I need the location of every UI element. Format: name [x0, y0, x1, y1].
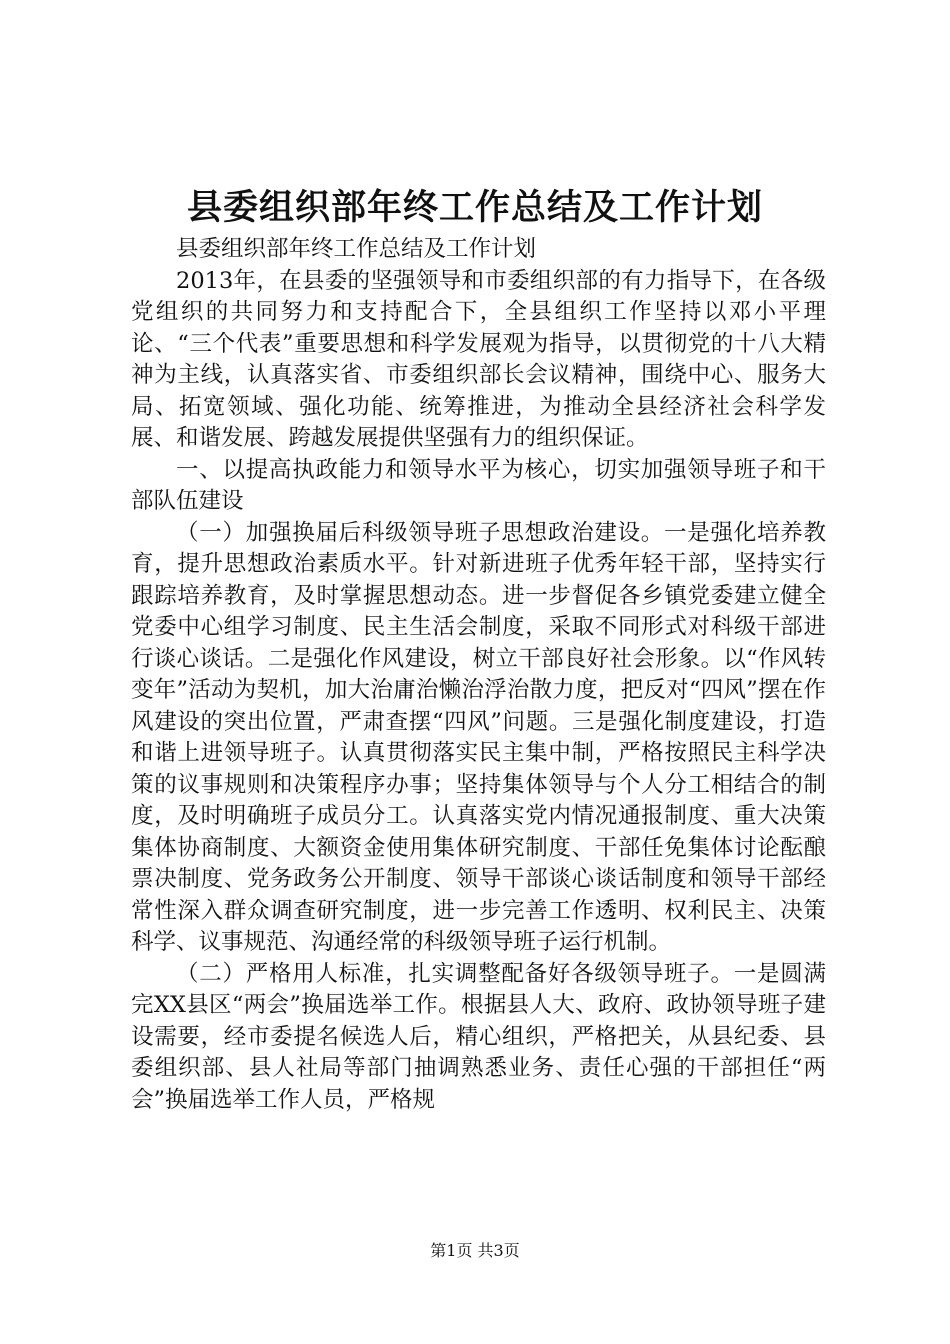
body-paragraph-subsection-1: （一）加强换届后科级领导班子思想政治建设。一是强化培养教育，提升思想政治素质水平。针对新进班子优秀年轻干部，坚持实行跟踪培养教育，及时掌握思想动态。进一步督促各乡镇党委建立健全党委中心组学习制度、民主生活会制度，采取不同形式对科级干部进行谈心谈话。二是强化作风建设，树立干部良好社会形象。以“作风转变年”活动为契机，加大治庸治懒治浮治散力度，把反对“四风”摆在作风建设的突出位置，严肃查摆“四风”问题。三是强化制度建设，打造和谐上进领导班子。认真贯彻落实民主集中制，严格按照民主科学决策的议事规则和决策程序办事；坚持集体领导与个人分工相结合的制度，及时明确班子成员分工。认真落实党内情况通报制度、重大决策集体协商制度、大额资金使用集体研究制度、干部任免集体讨论酝酿票决制度、党务政务公开制度、领导干部谈心谈话制度和领导干部经常性深入群众调查研究制度，进一步完善工作透明、权利民主、决策科学、议事规范、沟通经常的科级领导班子运行机制。: [131, 519, 826, 955]
body-paragraph-subsection-2: （二）严格用人标准，扎实调整配备好各级领导班子。一是圆满完XX县区“两会”换届选举工作。根据县人大、政府、政协领导班子建设需要，经市委提名候选人后，精心组织，严格把关，从县纪委、县委组织部、县人社局等部门抽调熟悉业务、责任心强的干部担任“两会”换届选举工作人员，严格规: [131, 960, 826, 1113]
document-title: 县委组织部年终工作总结及工作计划: [186, 187, 763, 228]
body-paragraph-intro: 2013年，在县委的坚强领导和市委组织部的有力指导下，在各级党组织的共同努力和支持配合下，全县组织工作坚持以邓小平理论、“三个代表”重要思想和科学发展观为指导，以贯彻党的十八大精神为主线，认真落实省、市委组织部长会议精神，围绕中心、服务大局、拓宽领域、强化功能、统筹推进，为推动全县经济社会科学发展、和谐发展、跨越发展提供坚强有力的组织保证。: [131, 267, 826, 451]
document-body: [131, 234, 826, 1116]
page-number-footer: 第1页 共3页: [430, 1241, 520, 1260]
body-subtitle: 县委组织部年终工作总结及工作计划: [176, 236, 537, 262]
section-heading-1: 一、以提高执政能力和领导水平为核心，切实加强领导班子和干部队伍建设: [131, 456, 826, 514]
